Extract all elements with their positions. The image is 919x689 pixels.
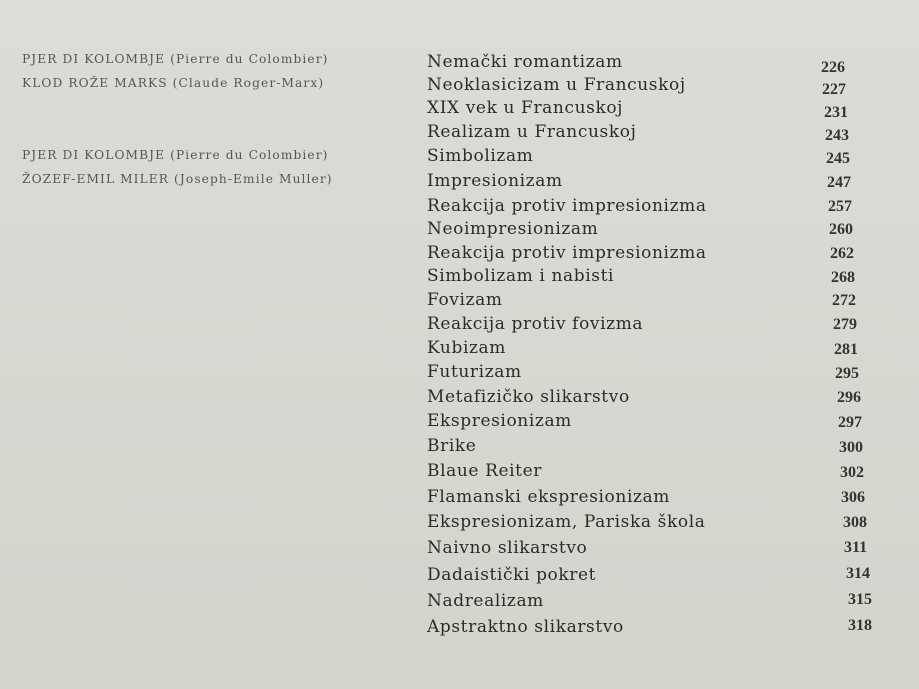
toc-entry-page: 295 bbox=[835, 365, 859, 382]
toc-entry-page: 296 bbox=[837, 389, 861, 406]
toc-entry-page: 260 bbox=[829, 221, 853, 238]
toc-entry-title: Simbolizam bbox=[427, 146, 534, 166]
toc-entry-page: 226 bbox=[821, 59, 845, 76]
toc-entry-page: 308 bbox=[843, 514, 867, 531]
toc-entry-title: Blaue Reiter bbox=[427, 461, 542, 481]
toc-entry-page: 245 bbox=[826, 150, 850, 167]
author-line: ŽOZEF-EMIL MILER (Joseph-Emile Muller) bbox=[22, 172, 333, 186]
toc-entry-title: Reakcija protiv impresionizma bbox=[427, 196, 707, 216]
author-line: PJER DI KOLOMBJE (Pierre du Colombier) bbox=[22, 148, 329, 162]
toc-entry-title: Naivno slikarstvo bbox=[427, 538, 588, 558]
toc-entry-page: 268 bbox=[831, 269, 855, 286]
toc-entry-title: Ekspresionizam bbox=[427, 411, 572, 431]
toc-entry-title: Kubizam bbox=[427, 338, 507, 358]
toc-entry-title: Apstraktno slikarstvo bbox=[427, 617, 624, 637]
toc-entry-title: Ekspresionizam, Pariska škola bbox=[427, 512, 706, 532]
toc-entry-page: 279 bbox=[833, 316, 857, 333]
toc-entry-title: Futurizam bbox=[427, 362, 522, 382]
toc-entry-title: Dadaistički pokret bbox=[427, 565, 597, 585]
toc-entry-page: 281 bbox=[834, 341, 858, 358]
toc-entry-page: 300 bbox=[839, 439, 863, 456]
toc-entry-title: Nadrealizam bbox=[427, 591, 544, 611]
toc-entry-title: Simbolizam i nabisti bbox=[427, 266, 615, 286]
toc-entry-title: Flamanski ekspresionizam bbox=[427, 487, 670, 507]
author-line: KLOD ROŽE MARKS (Claude Roger-Marx) bbox=[22, 76, 325, 90]
toc-entry-page: 247 bbox=[827, 174, 851, 191]
toc-entry-title: Fovizam bbox=[427, 290, 503, 310]
toc-entry-page: 231 bbox=[824, 104, 848, 121]
toc-entry-page: 272 bbox=[832, 292, 856, 309]
toc-entry-page: 243 bbox=[825, 127, 849, 144]
toc-entry-page: 297 bbox=[838, 414, 862, 431]
toc-entry-title: Nemački romantizam bbox=[427, 52, 623, 72]
toc-entry-page: 311 bbox=[844, 539, 868, 556]
toc-entry-title: Neoklasicizam u Francuskoj bbox=[427, 75, 686, 95]
toc-entry-page: 262 bbox=[830, 245, 854, 262]
author-line: PJER DI KOLOMBJE (Pierre du Colombier) bbox=[22, 52, 329, 66]
toc-entry-page: 318 bbox=[848, 617, 872, 634]
toc-entry-title: Brike bbox=[427, 436, 477, 456]
toc-entry-page: 314 bbox=[846, 565, 870, 582]
toc-entry-page: 315 bbox=[848, 591, 872, 608]
toc-entry-title: Neoimpresionizam bbox=[427, 219, 599, 239]
toc-entry-title: Impresionizam bbox=[427, 171, 563, 191]
toc-entry-page: 227 bbox=[822, 81, 846, 98]
toc-entry-page: 302 bbox=[840, 464, 864, 481]
toc-entry-title: Reakcija protiv fovizma bbox=[427, 314, 644, 334]
toc-entry-title: Metafizičko slikarstvo bbox=[427, 387, 630, 407]
toc-entry-title: XIX vek u Francuskoj bbox=[427, 98, 624, 118]
toc-entry-title: Reakcija protiv impresionizma bbox=[427, 243, 707, 263]
toc-entry-page: 257 bbox=[828, 198, 852, 215]
toc-entry-title: Realizam u Francuskoj bbox=[427, 122, 637, 142]
toc-entry-page: 306 bbox=[841, 489, 865, 506]
